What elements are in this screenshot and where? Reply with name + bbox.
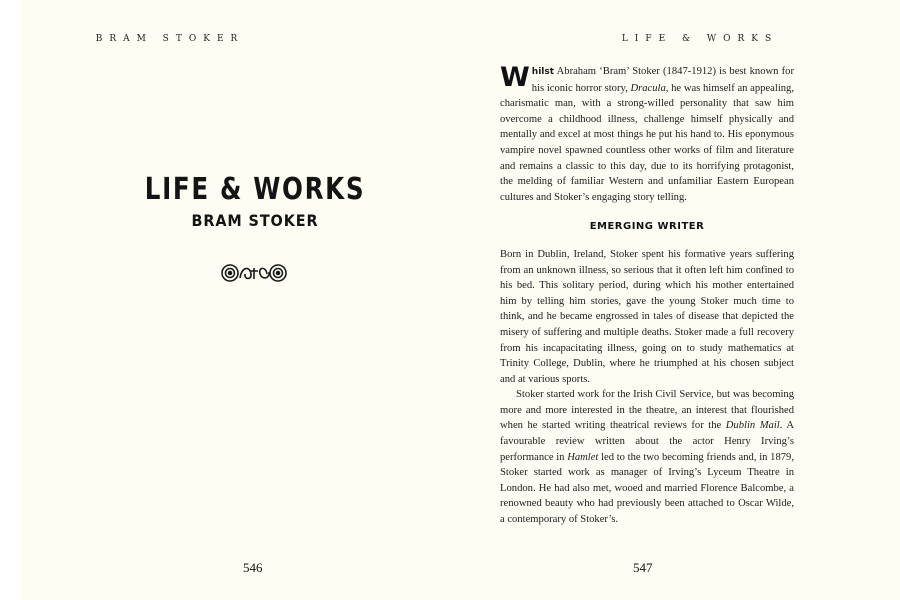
para2-text-c: led to the two becoming friends and, in 1879, Stoker started work as manager of Irving’s Lyceum Theatre in London. He had also met, wooed and married Florence Balcombe, a renowned beauty who had previously been attached to Oscar Wilde, a contemporary of Stoker’s. (500, 451, 794, 526)
body-text (500, 64, 794, 528)
para2-text-a: Stoker started work for the Irish Civil Service, but was becoming more and more interested in the theatre, an interest that flourished when he started writing theatrical reviews for the (500, 389, 794, 432)
section-heading: EMERGING WRITER (589, 221, 705, 233)
dublin-mail-title: Dublin Mail (725, 420, 780, 432)
running-head-right: LIFE & WORKS (621, 34, 779, 44)
page-number-left: 546 (243, 560, 263, 575)
author-name: BRAM STOKER (191, 211, 319, 230)
running-head-left: BRAM STOKER (95, 34, 245, 44)
intro-text: Abraham ‘Bram’ Stoker (1847-1912) is best known for his iconic horror story, (531, 66, 794, 94)
lead-in: hilst (531, 67, 555, 77)
dracula-title: Dracula (630, 82, 666, 94)
page-number-right: 547 (633, 560, 653, 575)
paragraph-1: Born in Dublin, Ireland, Stoker spent his formative years suffering from an unknown illness, so serious that it often left him confined to his bed. This solitary period, during which his mother entertained him by telling him stories, gave the young Stoker much time to think, and he became engrossed in tales of disease that depicted the misery of suffering and multiple deaths. Stoker made a full recovery from his incapacitating illness, going on to study mathematics at Trinity College, Dublin, where he triumphed at his chosen subject and at various sports. (500, 248, 794, 385)
swirl-ornament-icon (220, 262, 288, 284)
right-page (450, 0, 900, 600)
para2-text-b: . A favourable review written about the actor Henry Irving’s performance in (500, 420, 794, 463)
paragraph-2 (500, 387, 794, 527)
title-block (95, 172, 415, 232)
hamlet-title: Hamlet (567, 451, 599, 463)
page-edge (0, 0, 20, 600)
book-title: LIFE & WORKS (144, 172, 366, 207)
drop-cap: W (500, 62, 530, 93)
intro-paragraph (500, 64, 794, 205)
intro-text-end: , he was himself an appealing, charismatic man, with a strong-willed personality that saw him overcome a childhood illness, challenge himself physically and mentally and excel at most things he put his hand to. His eponymous vampire novel spawned countless other works of film and literature and remains a classic to this day, due to its horrifying protagonist, the melding of familiar Western and unfamiliar Eastern European cultures and Stoker’s engaging story telling. (500, 82, 795, 203)
